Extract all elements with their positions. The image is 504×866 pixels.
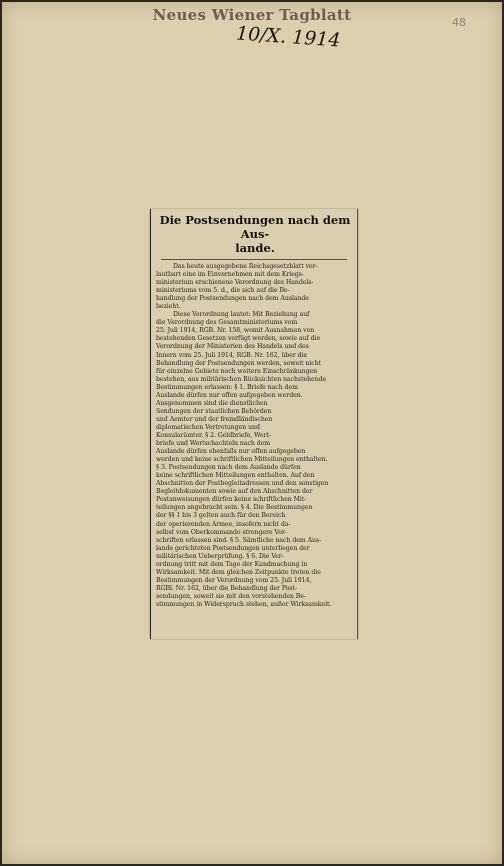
article-line: Wirksamkeit. Mit dem gleichen Zeitpunkte treten die xyxy=(156,568,321,576)
article-line: bestehen, aus militärischen Rücksichten nachstehende xyxy=(156,375,327,383)
article-title-line: Die Postsendungen nach dem Aus- xyxy=(159,213,351,241)
article-line: briefe und Wertschachteln nach dem xyxy=(156,440,271,448)
handwritten-date: 10/X. 1914 xyxy=(235,22,342,52)
article-line: Auslande dürfen nur offen aufgegeben werden. xyxy=(156,391,303,399)
article-line: Diese Verordnung lautet: Mit Beziehung auf xyxy=(173,311,310,319)
article-line: teilungen angebracht sein. § 4. Die Bestimmungen xyxy=(156,504,313,512)
article-body xyxy=(151,263,357,609)
article-line: Behandlung der Postsendungen werden, soweit nicht xyxy=(156,359,322,367)
article-line: Konsularämter. § 2. Geldbriefe, Wert- xyxy=(156,431,271,439)
article-line: lande gerichteten Postsendungen unterliegen der xyxy=(156,544,310,552)
article-line: diplomatischen Vertretungen und xyxy=(156,423,260,431)
article-line: Das heute ausgegebene Reichsgesetzblatt ver- xyxy=(173,263,318,270)
article-line: ministeriums vom 5. d., die sich auf die Be- xyxy=(156,287,290,295)
article-line: bezieht. xyxy=(156,303,181,311)
newspaper-name-stamp: Neues Wiener Tagblatt xyxy=(152,6,352,24)
article-line: § 3. Postsendungen nach dem Auslande dürfen xyxy=(156,464,301,472)
article-line: werden und keine schriftlichen Mitteilungen enthalten. xyxy=(156,456,328,464)
article-line: Verordnung der Ministerien des Handels und des xyxy=(156,343,309,351)
article-title-line: lande. xyxy=(235,241,275,255)
article-line: schriften erlassen sind. § 5. Sämtliche nach dem Aus- xyxy=(156,536,322,544)
article-line: der operierenden Armee, insofern nicht da- xyxy=(156,520,291,528)
article-line: Ausgenommen sind die dienstlichen xyxy=(156,399,268,407)
article-line: stimmungen in Widerspruch stehen, außer Wirksamkeit. xyxy=(156,600,332,608)
article-line: Innern vom 25. Juli 1914, RGB. Nr. 162, über die xyxy=(156,351,308,359)
article-line: der §§ 1 bis 3 gelten auch für den Bereich xyxy=(156,512,286,520)
article-line: für einzelne Gebiete noch weitere Einschränkungen xyxy=(156,367,318,375)
article-line: militärischen Ueberprüfung. § 6. Die Ver- xyxy=(156,552,284,560)
article-line: Postanweisungen dürfen keine schriftlichen Mit- xyxy=(156,496,307,504)
article-line: RGBl. Nr. 162, über die Behandlung der Post- xyxy=(156,584,297,592)
article-line: bestehenden Gesetzen verfügt werden, sowie auf die xyxy=(156,335,321,343)
article-line: sendungen, soweit sie mit den vorstehenden Be- xyxy=(156,592,306,600)
article-line: und Aemter und der fremdländischen xyxy=(156,415,273,423)
newspaper-clipping xyxy=(150,209,358,639)
article-line: handlung der Postsendungen nach dem Auslande xyxy=(156,295,309,303)
article-line: Sendungen der staatlichen Behörden xyxy=(156,407,272,415)
article-line: ministerium erschienene Verordnung des Handels- xyxy=(156,279,314,287)
article-line: Begleitdokumenten sowie auf den Abschnitten der xyxy=(156,488,313,496)
article-line: Bestimmungen erlassen: § 1. Briefe nach dem xyxy=(156,383,298,391)
article-line: Auslande dürfen ebenfalls nur offen aufgegeben xyxy=(156,448,306,456)
article-line: ordnung tritt mit dem Tage der Kundmachung in xyxy=(156,560,308,568)
article-title xyxy=(159,213,351,255)
article-line: 25. Juli 1914, RGB. Nr. 158, womit Ausnahmen von xyxy=(156,327,315,335)
article-line: Bestimmungen der Verordnung vom 25. Juli 1914, xyxy=(156,576,312,584)
title-rule xyxy=(161,259,347,260)
article-line: keine schriftlichen Mitteilungen enthalten. Auf den xyxy=(156,472,315,480)
article-line: Abschnitten der Postbegleitadressen und den sonstigen xyxy=(156,480,329,488)
article-line: lautbart eine im Einvernehmen mit dem Kriegs- xyxy=(156,271,304,279)
article-line: selbst vom Oberkommando strengere Vor- xyxy=(156,528,287,536)
page-number: 48 xyxy=(452,16,466,29)
article-line: die Verordnung des Gesamtministeriums vom xyxy=(156,319,298,327)
